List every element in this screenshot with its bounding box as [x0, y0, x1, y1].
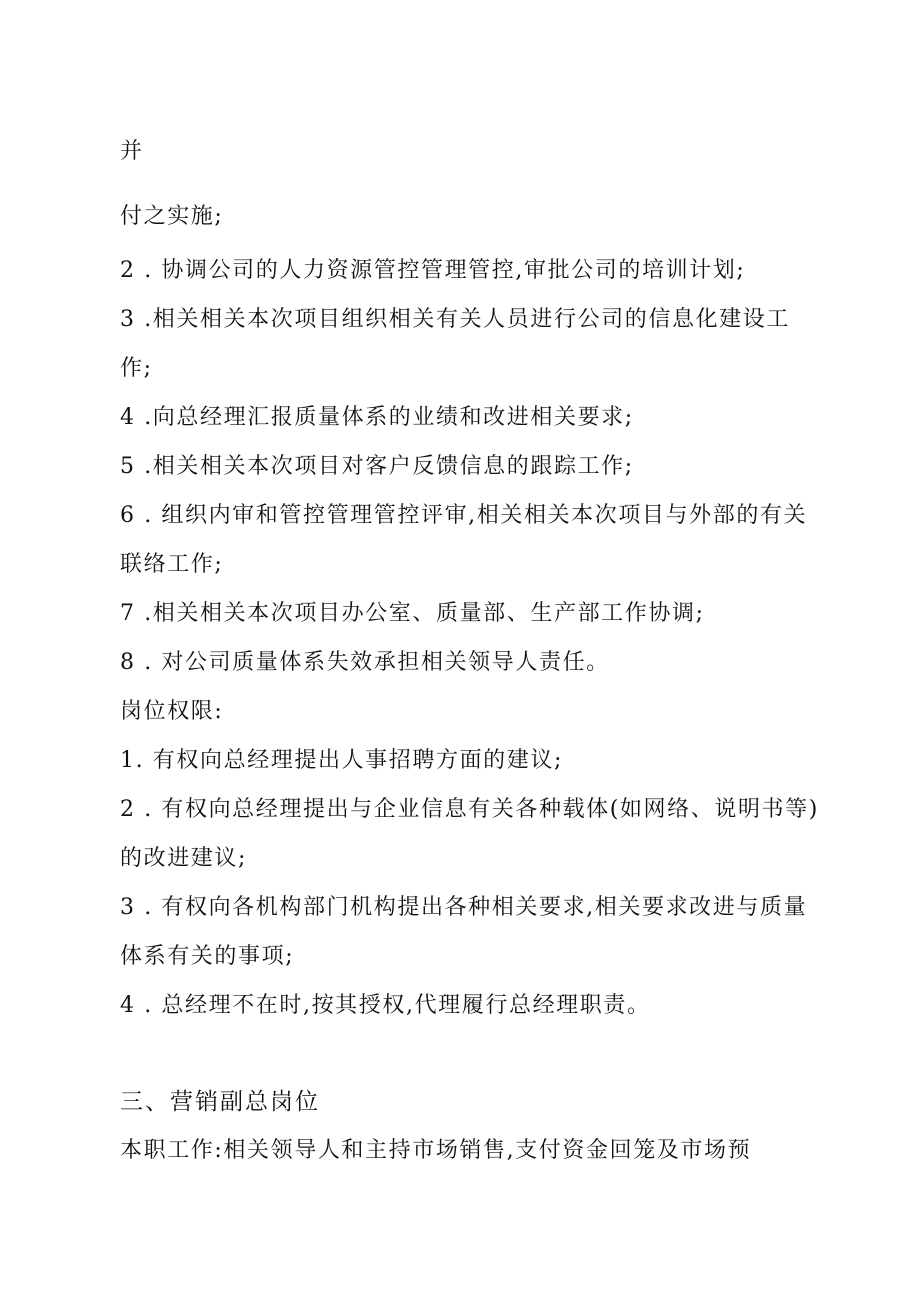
- list-item-3-cont: 作;: [120, 356, 153, 381]
- list-item-5: 5 .相关相关本次项目对客户反馈信息的跟踪工作;: [120, 454, 634, 479]
- list-item-4: 4 .向总经理汇报质量体系的业绩和改进相关要求;: [120, 405, 634, 430]
- authority-item-2-cont: 的改进建议;: [120, 846, 248, 871]
- list-item-6-cont: 联络工作;: [120, 552, 224, 577]
- subheading-authority: 岗位权限:: [120, 699, 224, 724]
- authority-item-4: 4 . 总经理不在时,按其授权,代理履行总经理职责。: [120, 993, 651, 1018]
- list-item-6: 6 . 组织内审和管控管理管控评审,相关相关本次项目与外部的有关: [120, 503, 808, 528]
- authority-item-3-cont: 体系有关的事项;: [120, 944, 295, 969]
- text-line-1: 并: [120, 139, 144, 164]
- section-heading: 三、营销副总岗位: [120, 1089, 320, 1115]
- list-item-2: 2 . 协调公司的人力资源管控管理管控,审批公司的培训计划;: [120, 258, 746, 283]
- text-line-2: 付之实施;: [120, 204, 224, 229]
- list-item-3: 3 .相关相关本次项目组织相关有关人员进行公司的信息化建设工: [120, 307, 790, 332]
- section-first-line: 本职工作:相关领导人和主持市场销售,支付资金回笼及市场预: [120, 1138, 752, 1163]
- list-item-7: 7 .相关相关本次项目办公室、质量部、生产部工作协调;: [120, 601, 705, 626]
- list-item-8: 8 . 对公司质量体系失效承担相关领导人责任。: [120, 650, 610, 675]
- authority-item-1: 1. 有权向总经理提出人事招聘方面的建议;: [120, 748, 563, 773]
- authority-item-2: 2 . 有权向总经理提出与企业信息有关各种载体(如网络、说明书等): [120, 797, 819, 822]
- authority-item-3: 3 . 有权向各机构部门机构提出各种相关要求,相关要求改进与质量: [120, 895, 808, 920]
